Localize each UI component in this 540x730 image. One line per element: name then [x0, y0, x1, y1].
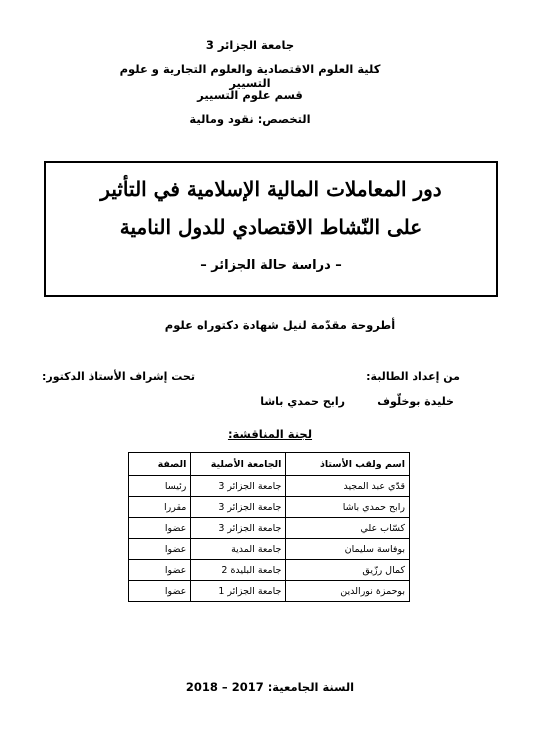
member-name: بوفاسة سليمان — [286, 539, 410, 560]
thesis-title-box — [44, 161, 498, 297]
member-university: جامعة المدية — [191, 539, 286, 560]
table-row — [129, 560, 410, 581]
table-row — [129, 476, 410, 497]
member-name: قدّي عبد المجيد — [286, 476, 410, 497]
member-university: جامعة الجزائر 3 — [191, 518, 286, 539]
member-name: كمال رزّيق — [286, 560, 410, 581]
specialty: التخصص: نقود ومالية — [189, 112, 311, 126]
thesis-case-study: – دراسة حالة الجزائر – — [200, 258, 342, 273]
faculty-name: كلية العلوم الاقتصادية والعلوم التجارية و علوم التسيير — [119, 62, 381, 90]
supervisor-name: رابح حمدي باشا — [260, 395, 345, 408]
table-row — [129, 518, 410, 539]
member-role: عضوا — [129, 560, 191, 581]
member-role: عضوا — [129, 581, 191, 602]
member-university: جامعة الجزائر 3 — [191, 497, 286, 518]
member-role: رئيسا — [129, 476, 191, 497]
member-name: بوحمزة نورالدين — [286, 581, 410, 602]
thesis-title-line2: على النّشاط الاقتصادي للدول النامية — [119, 215, 423, 239]
supervisor-label: تحت إشراف الأستاذ الدكتور: — [42, 370, 195, 383]
member-role: مقررا — [129, 497, 191, 518]
member-name: كسّاب علي — [286, 518, 410, 539]
table-row — [129, 539, 410, 560]
member-role: عضوا — [129, 518, 191, 539]
header-university: الجامعة الأصلية — [191, 453, 286, 476]
member-university: جامعة الجزائر 1 — [191, 581, 286, 602]
student-label: من إعداد الطالبة: — [366, 370, 460, 383]
department-name: قسم علوم التسيير — [197, 88, 303, 102]
header-name: اسم ولقب الأستاذ — [286, 453, 410, 476]
member-university: جامعة الجزائر 3 — [191, 476, 286, 497]
header-role: الصفة — [129, 453, 191, 476]
member-university: جامعة البليدة 2 — [191, 560, 286, 581]
committee-header-row — [129, 453, 410, 476]
university-name: جامعة الجزائر 3 — [205, 38, 295, 52]
thesis-subtitle: أطروحة مقدّمة لنيل شهادة دكتوراه علوم — [164, 318, 396, 332]
table-row — [129, 497, 410, 518]
member-name: رابح حمدي باشا — [286, 497, 410, 518]
committee-title: لجنة المناقشة: — [227, 427, 313, 441]
committee-table — [128, 452, 410, 602]
table-row — [129, 581, 410, 602]
student-name: خليدة بوخلّوف — [377, 395, 454, 408]
thesis-title-line1: دور المعاملات المالية الإسلامية في التأثير — [100, 177, 442, 201]
member-role: عضوا — [129, 539, 191, 560]
academic-year: السنة الجامعية: 2017 – 2018 — [185, 680, 355, 694]
